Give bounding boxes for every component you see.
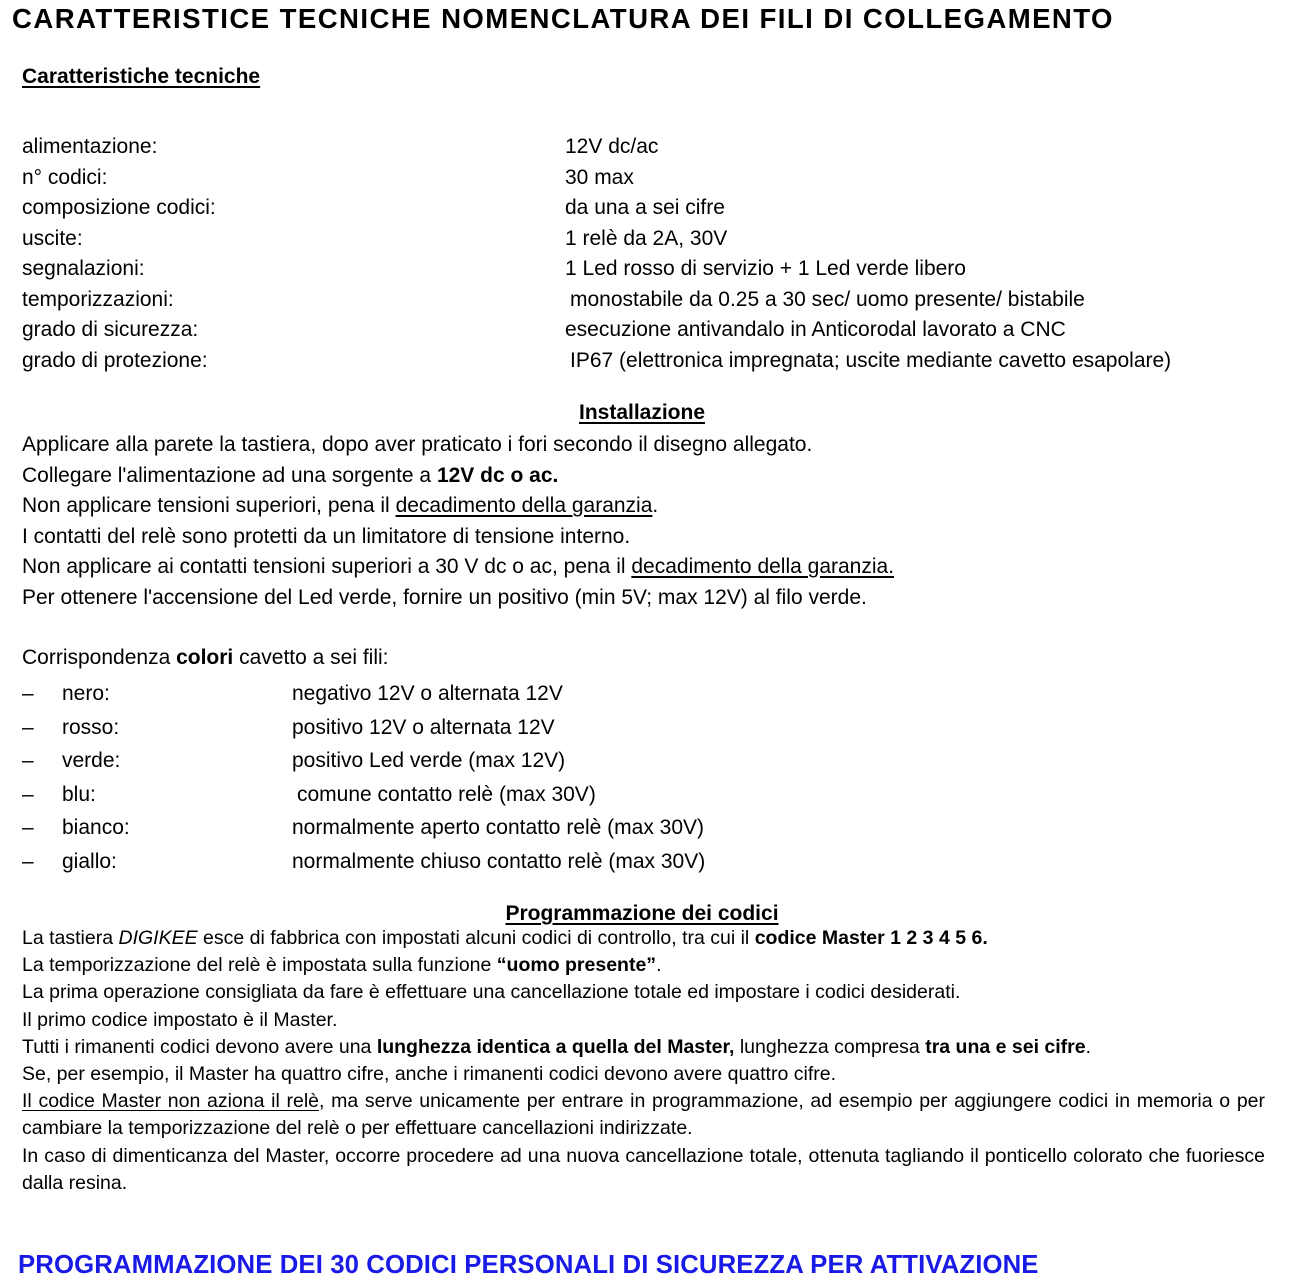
spec-value: monostabile da 0.25 a 30 sec/ uomo presente/ bistabile	[570, 287, 1085, 311]
programming-line-text: Se, per esempio, il Master ha quattro cifre, anche i rimanenti codici devono avere quattro cifre.	[22, 1063, 836, 1086]
programming-line-text: La prima operazione consigliata da fare è effettuare una cancellazione totale ed impostare i codici desiderati.	[22, 981, 961, 1004]
spec-value: 1 Led rosso di servizio + 1 Led verde libero	[565, 257, 966, 280]
wire-color-description: negativo 12V o alternata 12V	[292, 682, 563, 705]
spec-value: 1 relè da 2A, 30V	[565, 226, 728, 250]
section-heading-caratteristiche-tecniche: Caratteristiche tecniche	[22, 65, 261, 88]
wire-color-name: bianco:	[62, 816, 130, 840]
wire-color-name: giallo:	[62, 849, 117, 873]
programming-line-text: esce di fabbrica con impostati alcuni codici di controllo, tra cui il	[197, 927, 755, 949]
wire-color-name: blu:	[62, 782, 96, 806]
master-code-emphasis: codice Master 1 2 3 4 5 6.	[754, 927, 988, 949]
installation-line	[22, 430, 1272, 461]
programming-paragraph	[22, 925, 1265, 1197]
spec-row	[0, 163, 1293, 194]
spec-label: alimentazione:	[22, 135, 158, 158]
dash-bullet-icon: –	[22, 715, 34, 739]
installation-line	[22, 583, 1272, 614]
section-heading-programmazione-text: Programmazione dei codici	[505, 902, 779, 925]
wire-color-description: comune contatto relè (max 30V)	[297, 782, 596, 806]
spec-row	[0, 193, 1293, 224]
dash-bullet-icon: –	[22, 782, 34, 806]
programming-line-text: Il primo codice impostato è il Master.	[22, 1008, 338, 1031]
programming-line	[22, 1007, 1265, 1034]
installation-underline-warranty: decadimento della garanzia	[395, 494, 653, 517]
list-item	[0, 845, 1293, 879]
list-item	[0, 811, 1293, 845]
programming-line	[22, 952, 1265, 979]
spec-label: composizione codici:	[22, 196, 216, 219]
installation-line	[22, 522, 1272, 553]
installation-line-text: Per ottenere l'accensione del Led verde, fornire un positivo (min 5V; max 12V) al filo verde.	[22, 585, 867, 609]
spec-row	[0, 285, 1293, 316]
programming-line-text: , ma serve unicamente per entrare in programmazione, ad esempio per aggiungere codici in memoria o per cambiare la temporizzazione del relè o per effettuare cancellazioni indirizzate.	[22, 1090, 1266, 1140]
specifications-table	[0, 132, 1293, 376]
programming-line	[22, 1061, 1265, 1088]
spec-row	[0, 132, 1293, 163]
installation-line-text: Collegare l'alimentazione ad una sorgente a	[22, 463, 437, 487]
wire-color-name: rosso:	[62, 715, 120, 739]
programming-line	[22, 925, 1265, 952]
spec-value: IP67 (elettronica impregnata; uscite mediante cavetto esapolare)	[570, 348, 1172, 372]
wire-color-description: positivo 12V o alternata 12V	[292, 715, 555, 739]
programming-line-text: La tastiera	[22, 927, 119, 949]
spec-row	[0, 346, 1293, 377]
spec-label: uscite:	[22, 226, 83, 250]
installation-line	[22, 491, 1272, 522]
installation-paragraph	[22, 430, 1272, 613]
spec-row	[0, 315, 1293, 346]
programming-line-text: .	[656, 954, 662, 977]
spec-label: temporizzazioni:	[22, 287, 174, 311]
programming-line-text: In caso di dimenticanza del Master, occorre procedere ad una nuova cancellazione totale, ottenuta tagliando il ponticello colorato che fuoriesce dalla resina.	[22, 1144, 1265, 1194]
spec-label: segnalazioni:	[22, 257, 145, 280]
dash-bullet-icon: –	[22, 849, 34, 873]
installation-line-text: Non applicare ai contatti tensioni superiori a 30 V dc o ac, pena il	[22, 555, 632, 578]
programming-line-text: .	[1085, 1035, 1092, 1058]
programming-line	[22, 1034, 1265, 1061]
spec-row	[0, 254, 1293, 285]
programming-line	[22, 1143, 1265, 1197]
installation-line-text: I contatti del relè sono protetti da un limitatore di tensione interno.	[22, 524, 631, 548]
spec-label: grado di sicurezza:	[22, 318, 199, 341]
list-item	[0, 778, 1293, 812]
programming-line-text: lunghezza compresa	[734, 1035, 926, 1058]
installation-line	[22, 461, 1272, 492]
dash-bullet-icon: –	[22, 682, 34, 705]
footer-title: PROGRAMMAZIONE DEI 30 CODICI PERSONALI DI SICUREZZA PER ATTIVAZIONE	[18, 1249, 1039, 1279]
wire-color-name: nero:	[62, 682, 110, 705]
programming-line	[22, 1088, 1265, 1142]
master-code-underline: Il codice Master non aziona il relè	[22, 1090, 320, 1113]
document-title: CARATTERISTICE TECNICHE NOMENCLATURA DEI FILI DI COLLEGAMENTO	[12, 3, 1114, 34]
uomo-presente-emphasis: “uomo presente”	[496, 954, 657, 977]
section-heading-installazione	[22, 400, 1262, 426]
spec-label: grado di protezione:	[22, 348, 208, 372]
spec-row	[0, 224, 1293, 255]
list-item	[0, 677, 1293, 711]
spec-value: esecuzione antivandalo in Anticorodal lavorato a CNC	[565, 318, 1066, 341]
tra-una-e-sei-cifre-emphasis: tra una e sei cifre	[925, 1035, 1086, 1058]
wire-color-name: verde:	[62, 749, 121, 773]
installation-line	[22, 552, 1272, 583]
colors-intro-emphasis: colori	[176, 646, 234, 669]
colors-intro	[22, 643, 389, 673]
programming-line-text: La temporizzazione del relè è impostata sulla funzione	[22, 954, 497, 977]
installation-line-text: .	[652, 494, 659, 517]
list-item	[0, 711, 1293, 745]
dash-bullet-icon: –	[22, 816, 34, 840]
product-name-digikee: DIGIKEE	[118, 927, 198, 949]
installation-emphasis-voltage: 12V dc o ac.	[436, 463, 559, 487]
installation-line-text: Applicare alla parete la tastiera, dopo aver praticato i fori secondo il disegno allegato.	[22, 433, 813, 456]
installation-underline-warranty: decadimento della garanzia.	[631, 555, 895, 578]
dash-bullet-icon: –	[22, 749, 34, 773]
spec-value: 12V dc/ac	[565, 135, 659, 158]
spec-label: n° codici:	[22, 165, 108, 189]
lunghezza-identica-emphasis: lunghezza identica a quella del Master,	[376, 1035, 735, 1058]
list-item	[0, 744, 1293, 778]
section-heading-programmazione-dei-codici	[22, 901, 1262, 927]
colors-intro-text: Corrispondenza	[22, 646, 177, 669]
spec-value: 30 max	[565, 165, 634, 189]
spec-value: da una a sei cifre	[565, 196, 725, 219]
wire-color-description: positivo Led verde (max 12V)	[292, 749, 566, 773]
wire-colors-list	[0, 677, 1293, 879]
wire-color-description: normalmente aperto contatto relè (max 30V)	[292, 816, 705, 840]
wire-color-description: normalmente chiuso contatto relè (max 30V)	[292, 849, 706, 873]
programming-line-text: Tutti i rimanenti codici devono avere una	[22, 1035, 377, 1058]
colors-intro-text: cavetto a sei fili:	[233, 646, 389, 669]
section-heading-installazione-text: Installazione	[578, 401, 706, 424]
programming-line	[22, 979, 1265, 1006]
installation-line-text: Non applicare tensioni superiori, pena il	[22, 494, 396, 517]
